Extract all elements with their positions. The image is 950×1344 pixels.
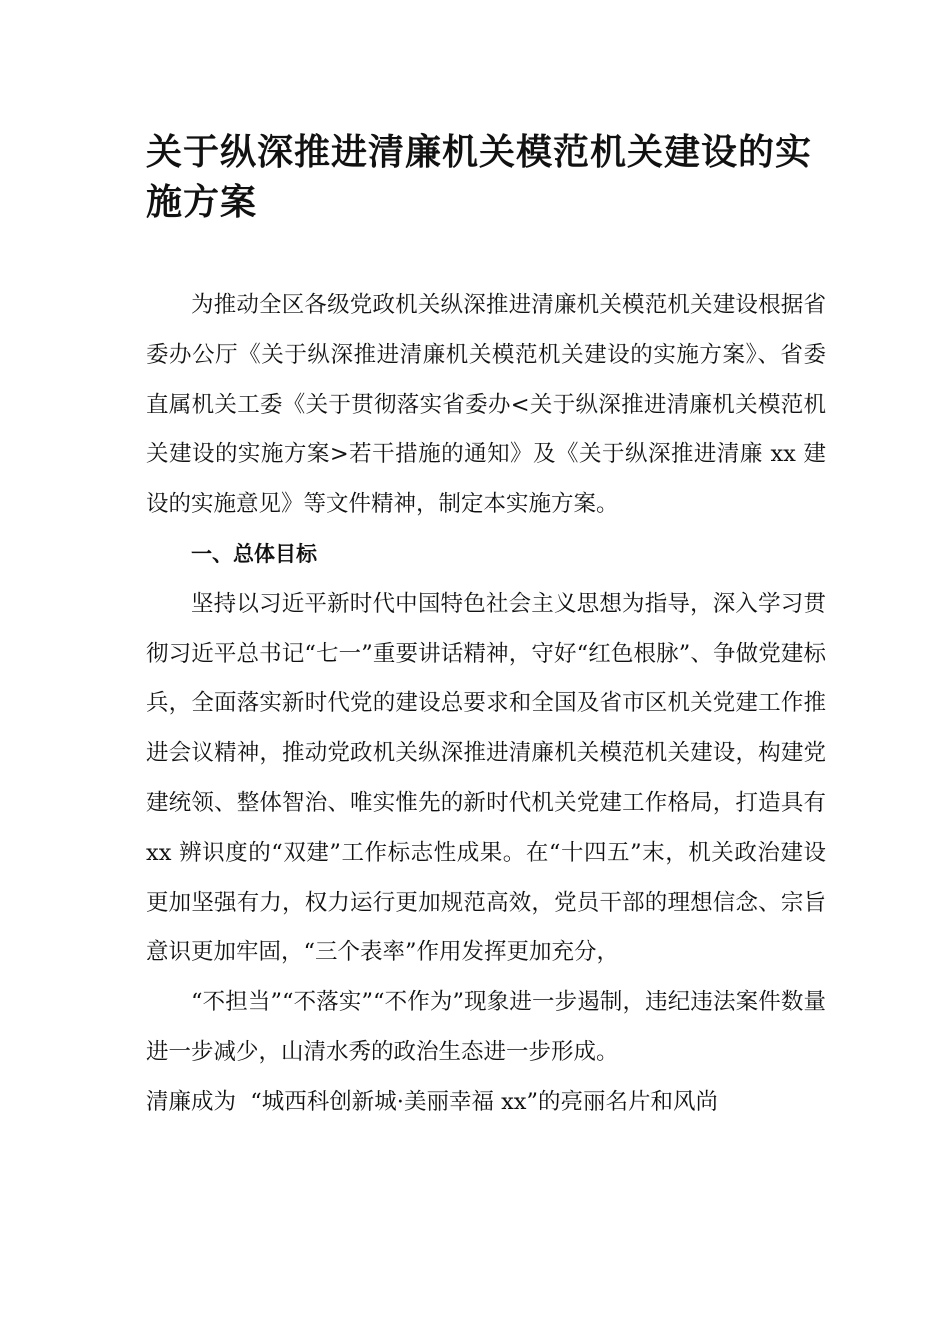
section-heading: 一、总体目标: [191, 541, 317, 566]
intro-paragraph: 为推动全区各级党政机关纵深推进清廉机关模范机关建设根据省委办公厅《关于纵深推进清廉机关模范机关建设的实施方案》、省委直属机关工委《关于贯彻落实省委办<关于纵深推进清廉机关模范机关建设的实施方案>若干措施的通知》及《关于纵深推进清廉 xx 建设的实施意见》等文件精神，制定本实施方案。: [146, 292, 826, 518]
goal-paragraph: 坚持以习近平新时代中国特色社会主义思想为指导，深入学习贯彻习近平总书记“七一”重要讲话精神，守好“红色根脉”、争做党建标兵，全面落实新时代党的建设总要求和全国及省市区机关党建工作推进会议精神，推动党政机关纵深推进清廉机关模范机关建设，构建党建统领、整体智治、唯实惟先的新时代机关党建工作格局，打造具有 xx 辨识度的“双建”工作标志性成果。在“十四五”末，机关政治建设更加坚强有力，权力运行更加规范高效，党员干部的理想信念、宗旨意识更加牢固，“三个表率”作用发挥更加充分，: [146, 590, 826, 966]
goal-continuation-paragraph: “不担当”“不落实”“不作为”现象进一步遏制，违纪违法案件数量进一步减少，山清水秀的政治生态进一步形成。: [146, 989, 826, 1065]
document-body: [146, 281, 826, 1128]
document-title: 关于纵深推进清廉机关模范机关建设的实施方案: [146, 132, 813, 223]
closing-line: 清廉成为 “城西科创新城·美丽幸福 xx”的亮丽名片和风尚: [146, 1088, 718, 1115]
